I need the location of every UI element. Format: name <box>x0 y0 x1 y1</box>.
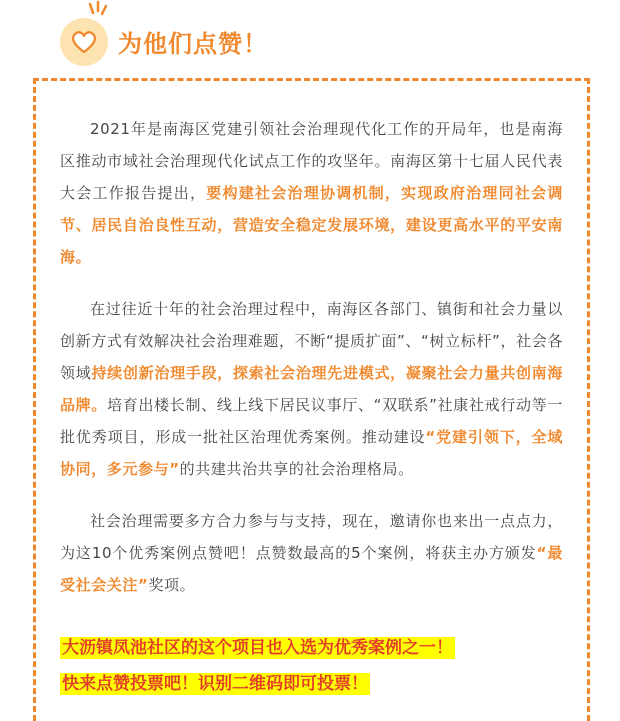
callout-box <box>60 630 580 702</box>
highlight-text: 要构建社会治理协调机制，实现政府治理同社会调节、居民自治良性互动，营造安全稳定发展环境，建设更高水平的平安南海。 <box>60 184 563 266</box>
heart-badge <box>60 18 108 66</box>
callout-text: 快来点赞投票吧！识别二维码即可投票！ <box>62 674 368 694</box>
section-header <box>0 0 620 76</box>
paragraph-text: 培育出楼长制、线上线下居民议事厅、“双联系”社康社戒行动等一批优秀项目，形成一批社区治理优秀案例。推动建设 <box>60 396 564 446</box>
sparkle-decoration <box>84 0 114 20</box>
paragraph-3 <box>60 505 563 601</box>
paragraph-text: 社会治理需要多方合力参与与支持，现在，邀请你也来出一点点力，为这10个优秀案例点赞吧！点赞数最高的5个案例，将获主办方颁发 <box>60 512 563 562</box>
paragraph-text: 在过往近十年的社会治理过程中，南海区各部门、镇街和社会力量以创新方式有效解决社会治理难题，不断“提质扩面”、“树立标杆”，社会各领域 <box>60 300 563 382</box>
highlight-text: “党建引领下，全域协同，多元参与” <box>60 428 563 478</box>
callout-line-2 <box>60 666 580 702</box>
page-title: 为他们点赞！ <box>118 30 268 58</box>
heart-icon <box>71 30 97 54</box>
highlight-text: “最受社会关注” <box>60 544 563 594</box>
article-body <box>60 113 563 621</box>
paragraph-1 <box>60 113 563 273</box>
callout-line-1 <box>60 630 580 666</box>
paragraph-2 <box>60 293 563 485</box>
highlight-text: 持续创新治理手段，探索社会治理先进模式，凝聚社会力量共创南海品牌。 <box>60 364 563 414</box>
callout-text: 大沥镇凤池社区的这个项目也入选为优秀案例之一！ <box>62 638 453 658</box>
paragraph-text: 2021年是南海区党建引领社会治理现代化工作的开局年，也是南海区推动市域社会治理现代化试点工作的攻坚年。南海区第十七届人民代表大会工作报告提出， <box>60 120 563 202</box>
paragraph-text: 奖项。 <box>148 576 196 594</box>
paragraph-text: 的共建共治共享的社会治理格局。 <box>179 460 414 478</box>
